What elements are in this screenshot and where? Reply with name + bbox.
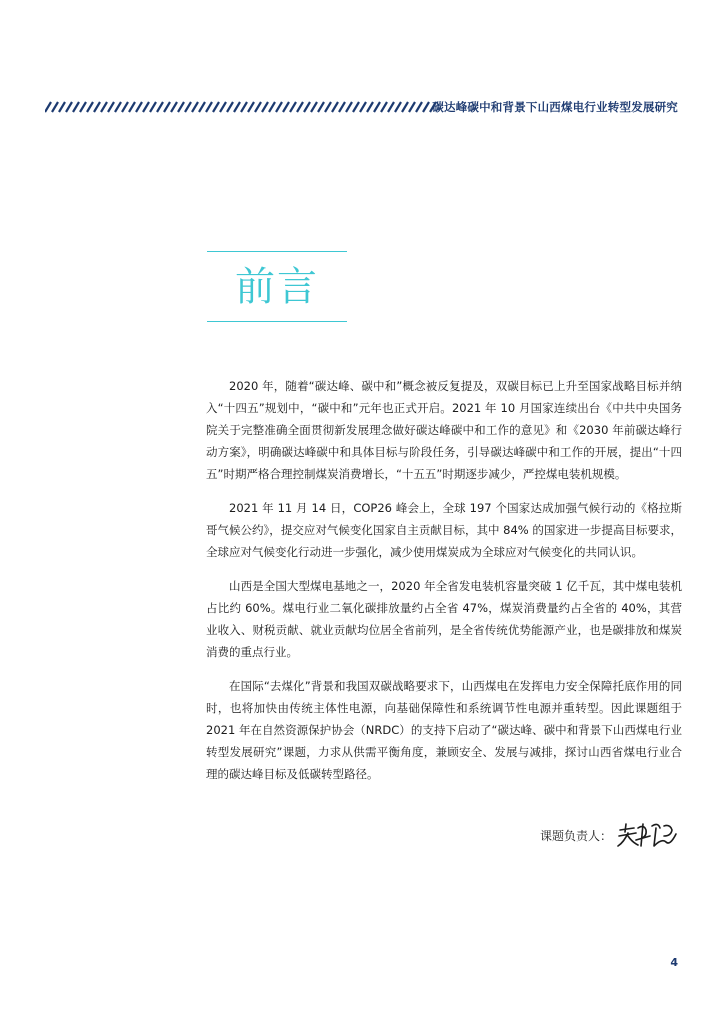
header-stripe: [297, 102, 303, 112]
header-stripe: [360, 102, 366, 112]
header-stripe: [59, 102, 65, 112]
preface-top-rule: [207, 251, 347, 252]
header-stripe-decoration: [45, 101, 437, 113]
header-stripe: [115, 102, 121, 112]
header-stripe: [332, 102, 338, 112]
header-stripe: [367, 102, 373, 112]
header-stripe: [269, 102, 275, 112]
handwritten-signature: [616, 818, 680, 852]
header-stripe: [381, 102, 387, 112]
header-stripe: [248, 102, 254, 112]
header-stripe: [346, 102, 352, 112]
header-stripe: [122, 102, 128, 112]
header-stripe: [395, 102, 401, 112]
header-stripe: [199, 102, 205, 112]
header-stripe: [164, 102, 170, 112]
header-stripe: [171, 102, 177, 112]
header-stripe: [388, 102, 394, 112]
header-stripe: [157, 102, 163, 112]
header-stripe: [374, 102, 380, 112]
header-stripe: [52, 102, 58, 112]
header-stripe: [45, 102, 51, 112]
header-stripe: [241, 102, 247, 112]
preface-bottom-rule: [207, 321, 347, 322]
header-stripe: [304, 102, 310, 112]
header-stripe: [290, 102, 296, 112]
preface-body: [206, 375, 682, 797]
header-stripe: [311, 102, 317, 112]
header-stripe: [409, 102, 415, 112]
header-stripe: [185, 102, 191, 112]
header-stripe: [101, 102, 107, 112]
header-stripe: [143, 102, 149, 112]
header-stripe: [129, 102, 135, 112]
page-title: 前言: [235, 264, 319, 310]
header-stripe: [108, 102, 114, 112]
header-stripe: [276, 102, 282, 112]
paragraph-3: 山西是全国大型煤电基地之一，2020 年全省发电装机容量突破 1 亿千瓦，其中煤电装机占比约 60%。煤电行业二氧化碳排放量约占全省 47%，煤炭消费量约占全省的 40%，其营业收入、财税贡献、就业贡献均位居全省前列，是全省传统优势能源产业，也是碳排放和煤炭消费的重点行业。: [206, 579, 682, 659]
header-stripe: [255, 102, 261, 112]
header-stripe: [416, 102, 422, 112]
header-title: 碳达峰碳中和背景下山西煤电行业转型发展研究: [432, 100, 678, 114]
paragraph-2: 2021 年 11 月 14 日，COP26 峰会上，全球 197 个国家达成加强气候行动的《格拉斯哥气候公约》，提交应对气候变化国家自主贡献目标，其中 84% 的国家进一步提高目标要求，全球应对气候变化行动进一步强化，减少使用煤炭成为全球应对气候变化的共同认识。: [206, 501, 682, 559]
header-stripe: [402, 102, 408, 112]
page-number: 4: [670, 956, 678, 969]
header-stripe: [283, 102, 289, 112]
header-stripe: [136, 102, 142, 112]
header-stripe: [94, 102, 100, 112]
header-stripe: [220, 102, 226, 112]
header-stripe: [339, 102, 345, 112]
paragraph-4: 在国际“去煤化”背景和我国双碳战略要求下，山西煤电在发挥电力安全保障托底作用的同时，也将加快由传统主体性电源，向基础保障性和系统调节性电源并重转型。因此课题组于 2021 年在自然资源保护协会（NRDC）的支持下启动了“碳达峰、碳中和背景下山西煤电行业转型发展研究”课题，力求从供需平衡角度，兼顾安全、发展与减排，探讨山西省煤电行业合理的碳达峰目标及低碳转型路径。: [206, 679, 682, 781]
paragraph-1: 2020 年，随着“碳达峰、碳中和”概念被反复提及，双碳目标已上升至国家战略目标并纳入“十四五”规划中，“碳中和”元年也正式开启。2021 年 10 月国家连续出台《中共中央国务院关于完整准确全面贯彻新发展理念做好碳达峰碳中和工作的意见》和《2030 年前碳达峰行动方案》，明确碳达峰碳中和具体目标与阶段任务，引导碳达峰碳中和工作的开展，提出“十四五”时期严格合理控制煤炭消费增长，“十五五”时期逐步减少，严控煤电装机规模。: [206, 379, 682, 481]
header-stripe: [262, 102, 268, 112]
header-stripe: [178, 102, 184, 112]
header-stripe: [66, 102, 72, 112]
signature-line: [540, 818, 680, 852]
header-stripe: [213, 102, 219, 112]
header-stripe: [318, 102, 324, 112]
header-stripe: [353, 102, 359, 112]
header-stripe: [192, 102, 198, 112]
header-stripe: [423, 102, 429, 112]
header-stripe: [234, 102, 240, 112]
signature-label: 课题负责人：: [539, 828, 612, 843]
header-stripe: [227, 102, 233, 112]
header-stripe: [150, 102, 156, 112]
header-stripe: [206, 102, 212, 112]
header-stripe: [325, 102, 331, 112]
header-stripe: [80, 102, 86, 112]
header-stripe: [87, 102, 93, 112]
header-stripe: [73, 102, 79, 112]
